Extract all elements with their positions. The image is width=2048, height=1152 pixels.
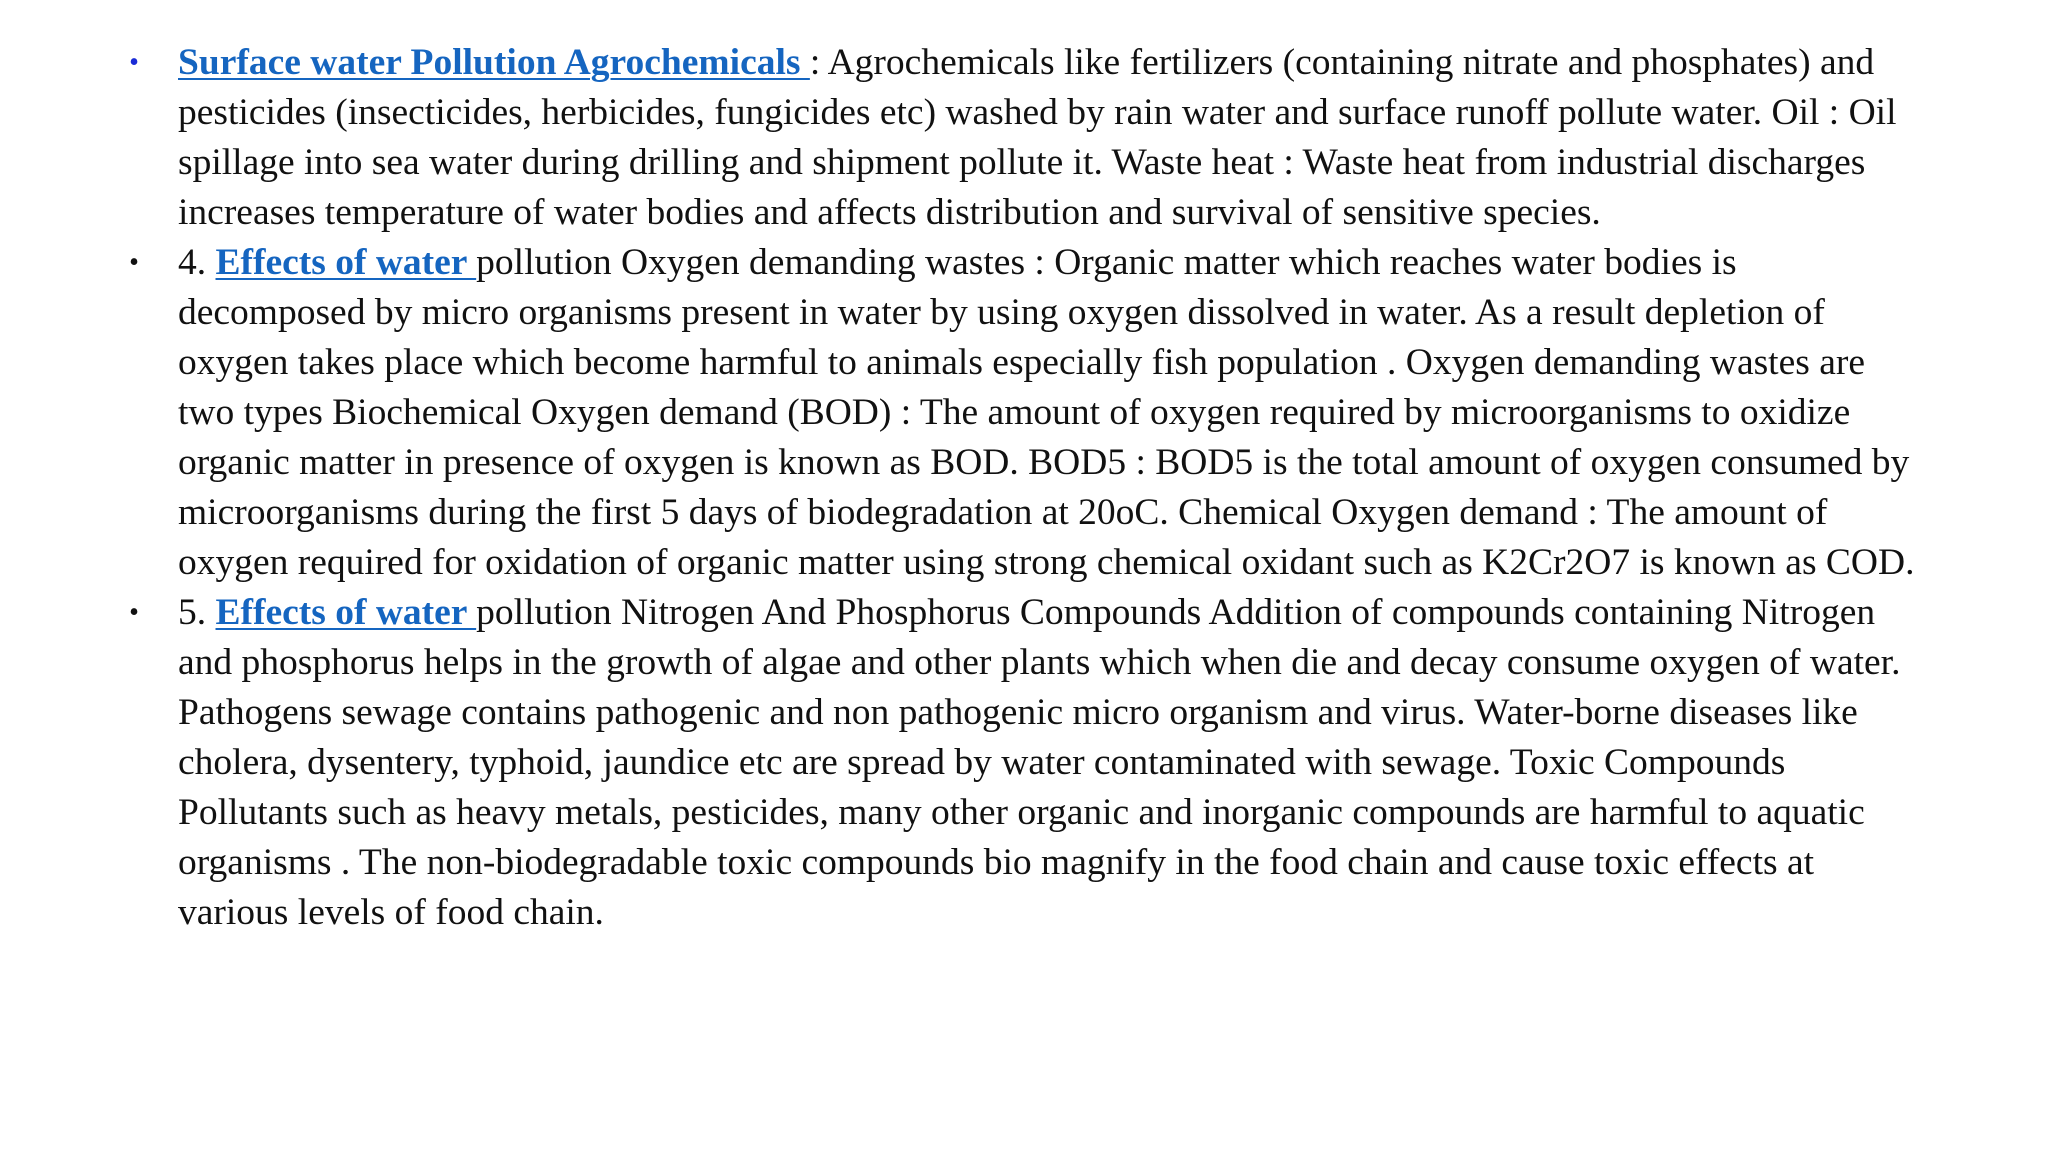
item-text: pollution Nitrogen And Phosphorus Compounds Addition of compounds containing Nitrogen and phosphorus helps in the growth of algae and other plants which when die and decay consume oxygen of water. Pathogens sewage contains pathogenic and non pathogenic micro organism and virus. Water-borne diseases like cholera, dysentery, typhoid, jaundice etc are spread by water contaminated with sewage. Toxic Compounds Pollutants such as heavy metals, pesticides, many other organic and inorganic compounds are harmful to aquatic organisms . The non-biodegradable toxic compounds bio magnify in the food chain and cause toxic effects at various levels of food chain.: [178, 592, 1901, 933]
bullet-list: [129, 38, 1918, 938]
bullet-icon: •: [129, 47, 139, 78]
item-prefix: 5.: [178, 592, 216, 633]
bullet-icon: •: [129, 247, 139, 278]
item-link-surface-water-pollution[interactable]: Surface water Pollution Agrochemicals: [178, 42, 810, 83]
item-text: pollution Oxygen demanding wastes : Organic matter which reaches water bodies is decomposed by micro organisms present in water by using oxygen dissolved in water. As a result depletion of oxygen takes place which become harmful to animals especially fish population . Oxygen demanding wastes are two types Biochemical Oxygen demand (BOD) : The amount of oxygen required by microorganisms to oxidize organic matter in presence of oxygen is known as BOD. BOD5 : BOD5 is the total amount of oxygen consumed by microorganisms during the first 5 days of biodegradation at 20oC. Chemical Oxygen demand : The amount of oxygen required for oxidation of organic matter using strong chemical oxidant such as K2Cr2O7 is known as COD.: [178, 242, 1915, 583]
list-item: [129, 588, 1918, 938]
bullet-icon: •: [129, 597, 139, 628]
item-text: : Agrochemicals like fertilizers (containing nitrate and phosphates) and pesticides (insecticides, herbicides, fungicides etc) washed by rain water and surface runoff pollute water. Oil : Oil spillage into sea water during drilling and shipment pollute it. Waste heat : Waste heat from industrial discharges increases temperature of water bodies and affects distribution and survival of sensitive species.: [178, 42, 1897, 233]
list-item: [129, 38, 1918, 238]
item-link-effects-of-water[interactable]: Effects of water: [215, 592, 477, 633]
item-prefix: 4.: [178, 242, 216, 283]
list-item: [129, 238, 1918, 588]
item-link-effects-of-water[interactable]: Effects of water: [215, 242, 477, 283]
